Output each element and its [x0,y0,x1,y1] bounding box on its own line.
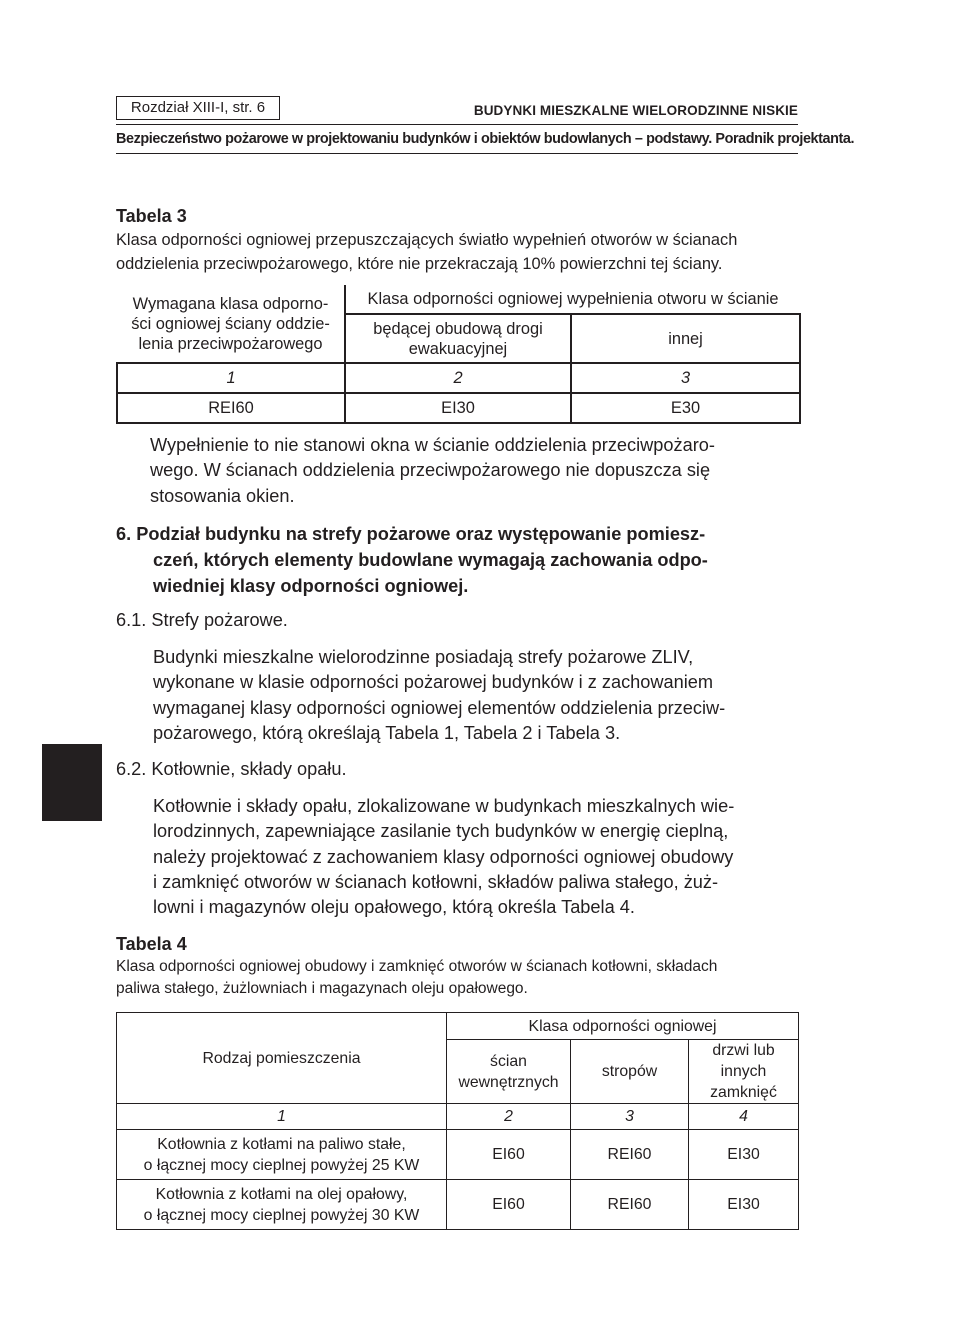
header-line: drzwi lub innych [712,1042,775,1080]
table4-colnum: 3 [571,1104,689,1130]
header-rule [116,124,798,125]
table4-col1-header: Rodzaj pomieszczenia [117,1013,447,1104]
table3-col3-header: innej [571,314,800,363]
section61-title: 6.1. Strefy pożarowe. [116,610,288,630]
table4-colnum: 1 [117,1104,447,1130]
chapter-label: Rozdział XIII-I, str. 6 [116,96,280,120]
note-line: Wypełnienie to nie stanowi okna w ścianie oddzielenia przeciwpożaro- [150,435,715,455]
table4-cell: REI60 [571,1130,689,1180]
header-line: ści ogniowej ściany oddzie- [131,314,330,333]
table4 [116,1012,799,1230]
label-line: o łącznej mocy cieplnej powyżej 25 KW [143,1156,420,1174]
section6-heading [116,521,798,599]
table3-title: Tabela 3 [116,206,187,226]
table4-row-label [117,1130,447,1180]
body-line: wykonane w klasie odporności pożarowej budynków i z zachowaniem [153,672,714,693]
header-line: wewnętrznych [458,1073,559,1091]
body-line: należy projektować z zachowaniem klasy odporności ogniowej obudowy [153,846,734,867]
table4-cell: EI60 [447,1180,571,1230]
header-line: ewakuacyjnej [408,339,508,358]
table3-colnum: 3 [571,363,800,393]
body-line: pożarowego, którą określają Tabela 1, Tabela 2 i Tabela 3. [153,722,621,743]
body-line: Kotłownie i składy opału, zlokalizowane w budynkach mieszkalnych wie- [153,796,735,816]
table3-note [150,433,798,509]
table4-col4-header [689,1040,799,1104]
table4-col2-header [447,1040,571,1104]
table4-title: Tabela 4 [116,934,187,954]
label-line: Kotłownia z kotłami na paliwo stałe, [157,1135,406,1153]
table3-cell: E30 [571,393,800,423]
label-line: o łącznej mocy cieplnej powyżej 30 KW [143,1206,420,1224]
table4-cell: REI60 [571,1180,689,1230]
table3-group-header: Klasa odporności ogniowej wypełnienia otworu w ścianie [345,285,800,314]
heading-line: wiedniej klasy odporności ogniowej. [153,576,469,596]
table3-colnum: 2 [345,363,571,393]
table4-colnum: 2 [447,1104,571,1130]
caption-line: paliwa stałego, żużlowniach i magazynach oleju opałowego. [116,980,528,997]
table3-colnum: 1 [117,363,345,393]
table4-group-header: Klasa odporności ogniowej [447,1013,799,1040]
header-line: będącej obudową drogi [373,319,543,338]
label-line: Kotłownia z kotłami na olej opałowy, [155,1185,408,1203]
table4-col3-header: stropów [571,1040,689,1104]
series-title: BUDYNKI MIESZKALNE WIELORODZINNE NISKIE [473,103,798,118]
body-line: Budynki mieszkalne wielorodzinne posiadają strefy pożarowe ZLIV, [153,647,694,667]
note-line: wego. W ścianach oddzielenia przeciwpożarowego nie dopuszcza się [150,460,711,481]
table4-cell: EI60 [447,1130,571,1180]
caption-line: oddzielenia przeciwpożarowego, które nie przekraczają 10% powierzchni tej ściany. [116,255,723,273]
header-line: lenia przeciwpożarowego [138,334,323,353]
caption-line: Klasa odporności ogniowej przepuszczających światło wypełnień otworów w ścianach [116,231,738,249]
table3-col2-header [345,314,571,363]
table4-row-label [117,1180,447,1230]
table4-caption [116,956,717,1000]
note-line: stosowania okien. [150,485,295,506]
publication-subtitle: Bezpieczeństwo pożarowe w projektowaniu budynków i obiektów budowlanych – podstawy. Poradnik projektanta. [116,131,855,147]
section62-body [153,794,798,920]
table3 [116,285,801,424]
table3-caption [116,228,737,276]
heading-line: 6. Podział budynku na strefy pożarowe oraz występowanie pomiesz- [116,524,706,544]
table4-colnum: 4 [689,1104,799,1130]
body-line: lowni i magazynów oleju opałowego, którą określa Tabela 4. [153,897,635,918]
chapter-side-marker [42,744,102,821]
body-line: lorodzinnych, zapewniające zasilanie tych budynków w energię cieplną, [153,821,729,842]
header-line: Wymagana klasa odporno- [132,294,329,313]
header-line: zamknięć [710,1084,777,1101]
table4-cell: EI30 [689,1180,799,1230]
heading-line: czeń, których elementy budowlane wymagają zachowania odpo- [153,550,708,570]
header-line: ścian [490,1052,527,1070]
table3-cell: REI60 [117,393,345,423]
table3-col1-header [117,285,345,363]
caption-line: Klasa odporności ogniowej obudowy i zamknięć otworów w ścianach kotłowni, składach [116,958,718,975]
body-line: i zamknięć otworów w ścianach kotłowni, składów paliwa stałego, żuż- [153,871,719,892]
body-line: wymaganej klasy odporności ogniowej elementów oddzielenia przeciw- [153,697,726,718]
table4-cell: EI30 [689,1130,799,1180]
section62-title: 6.2. Kotłownie, składy opału. [116,759,347,779]
section61-body [153,645,798,746]
subtitle-rule [116,153,798,154]
table3-cell: EI30 [345,393,571,423]
